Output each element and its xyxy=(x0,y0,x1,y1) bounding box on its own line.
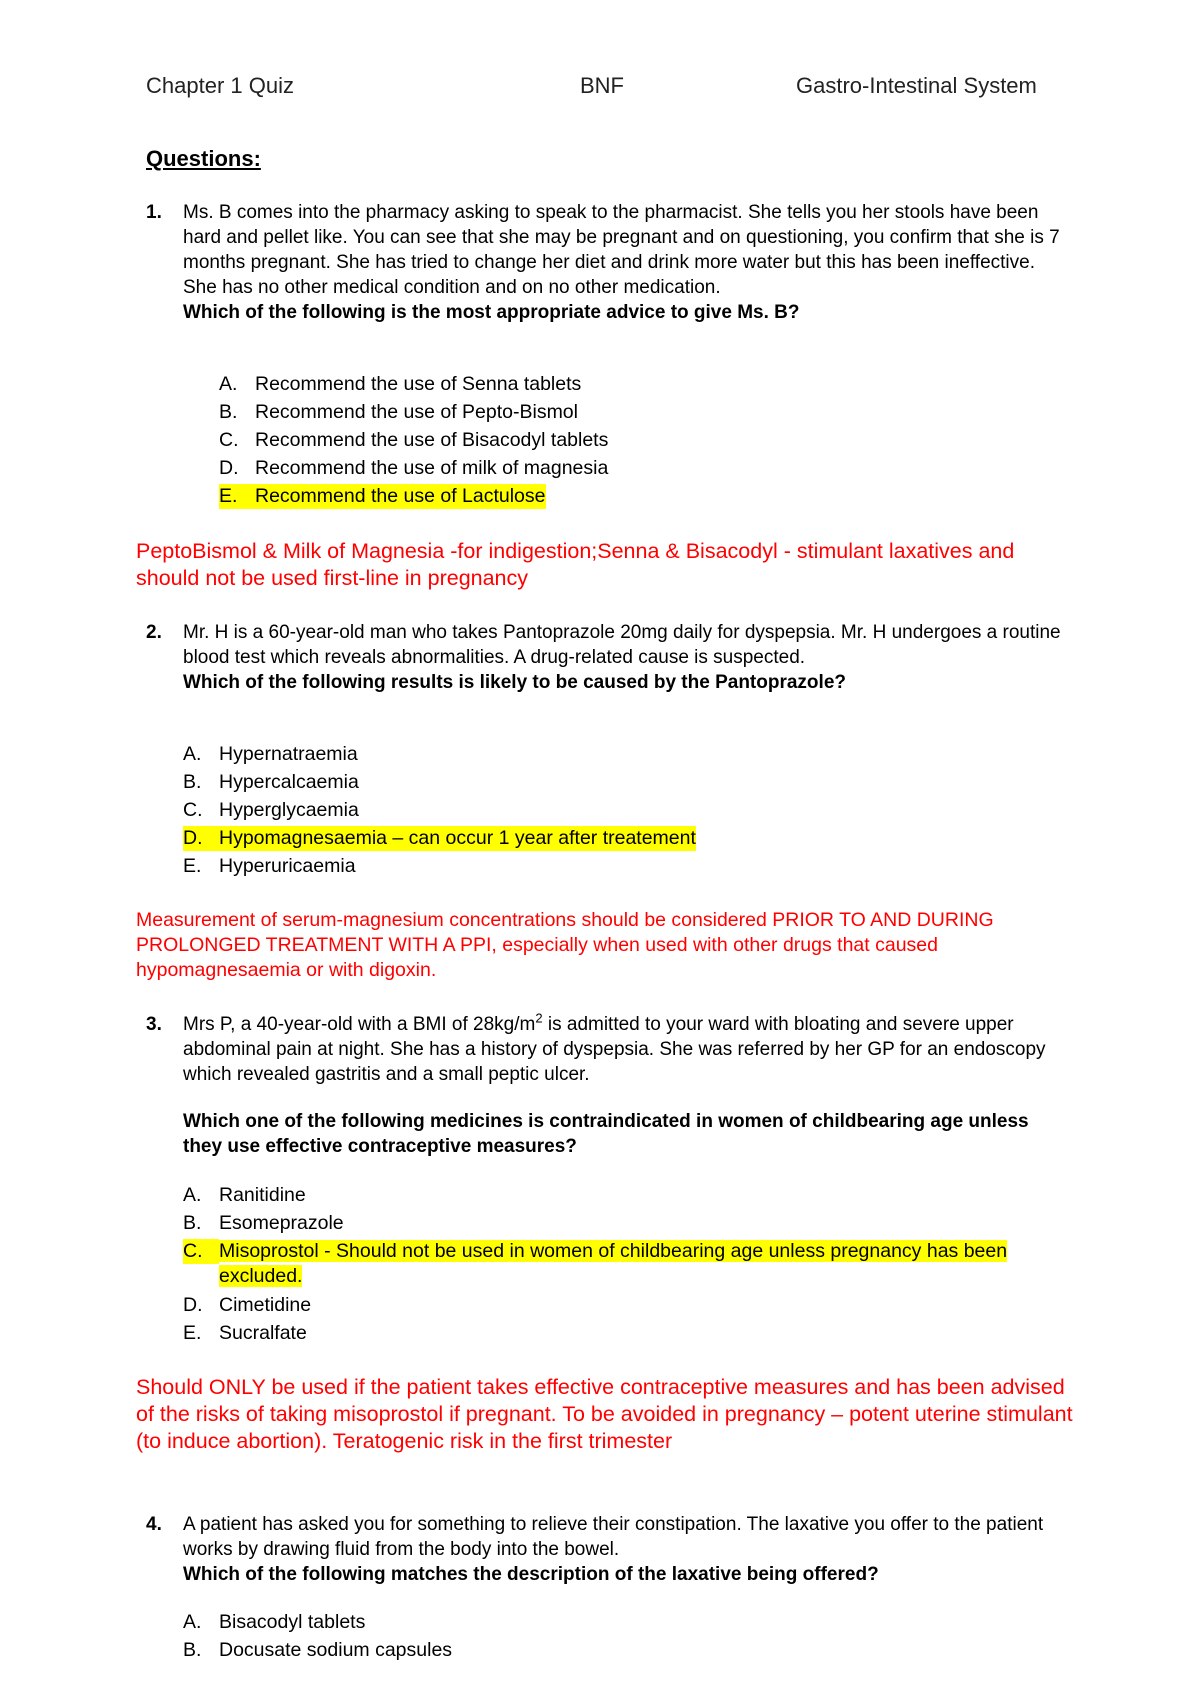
q1-stem-block xyxy=(183,200,1063,325)
q1-stem: Ms. B comes into the pharmacy asking to speak to the pharmacist. She tells you her stools have been hard and pellet like. You can see that she may be pregnant and on questioning, you confirm that she is 7 months pregnant. She has tried to change her diet and drink more water but this has been ineffective. She has no other medical condition and on no other medication. xyxy=(183,202,1060,298)
q1-question: Which of the following is the most appropriate advice to give Ms. B? xyxy=(183,302,800,323)
q4-option-b-text: Docusate sodium capsules xyxy=(219,1639,453,1661)
header-chapter: Chapter 1 Quiz xyxy=(146,73,294,98)
q2-question: Which of the following results is likely to be caused by the Pantoprazole? xyxy=(183,672,846,693)
q3-option-c-correct xyxy=(183,1239,1043,1289)
q3-option-b-letter: B. xyxy=(183,1212,202,1234)
q1-option-b-letter: B. xyxy=(219,401,238,423)
q1-option-c-letter: C. xyxy=(219,429,239,451)
q3-option-c-letter: C. xyxy=(183,1239,219,1264)
q2-option-c-text: Hyperglycaemia xyxy=(219,799,359,821)
q1-option-c-text: Recommend the use of Bisacodyl tablets xyxy=(255,429,609,451)
q4-stem-block xyxy=(183,1512,1063,1587)
q2-option-a-letter: A. xyxy=(183,743,202,765)
q3-stem-superscript: 2 xyxy=(535,1010,543,1026)
header-system: Gastro-Intestinal System xyxy=(796,73,1037,98)
q2-option-e xyxy=(183,854,356,879)
q4-option-b-letter: B. xyxy=(183,1639,202,1661)
q1-option-d-letter: D. xyxy=(219,457,239,479)
q3-option-e-letter: E. xyxy=(183,1322,202,1344)
q2-option-a xyxy=(183,742,358,767)
q3-question: Which one of the following medicines is contraindicated in women of childbearing age unless they use effective contraceptive measures? xyxy=(183,1111,1029,1157)
q3-option-e-text: Sucralfate xyxy=(219,1322,307,1344)
q4-option-a-letter: A. xyxy=(183,1611,202,1633)
q2-option-e-text: Hyperuricaemia xyxy=(219,855,356,877)
q2-stem: Mr. H is a 60-year-old man who takes Pantoprazole 20mg daily for dyspepsia. Mr. H undergoes a routine blood test which reveals abnormalities. A drug-related cause is suspected. xyxy=(183,622,1061,668)
q3-option-b-text: Esomeprazole xyxy=(219,1212,344,1234)
q3-option-c-text-wrap xyxy=(219,1239,1043,1289)
q1-option-a-text: Recommend the use of Senna tablets xyxy=(255,373,582,395)
q3-option-e xyxy=(183,1321,307,1346)
q3-option-a-letter: A. xyxy=(183,1184,202,1206)
q1-option-a xyxy=(219,372,581,397)
q3-stem-part-a: Mrs P, a 40-year-old with a BMI of 28kg/m xyxy=(183,1014,536,1035)
q2-option-d-correct xyxy=(183,826,696,851)
q4-option-a-text: Bisacodyl tablets xyxy=(219,1611,366,1633)
q1-option-b xyxy=(219,400,578,425)
q3-explanation: Should ONLY be used if the patient takes effective contraceptive measures and has been advised of the risks of taking misoprostol if pregnant. To be avoided in pregnancy – potent uterine stimulant (to induce abortion). Teratogenic risk in the first trimester xyxy=(136,1375,1073,1453)
q2-option-a-text: Hypernatraemia xyxy=(219,743,358,765)
header-bnf: BNF xyxy=(580,73,624,98)
q2-option-b xyxy=(183,770,359,795)
q3-option-d xyxy=(183,1293,311,1318)
q3-stem-part-b: is admitted to your ward with bloating and severe upper abdominal pain at night. She has a history of dyspepsia. She was referred by her GP for an endoscopy which revealed gastritis and a small peptic ulcer. xyxy=(183,1014,1046,1085)
q2-number: 2. xyxy=(146,622,162,643)
q2-option-b-letter: B. xyxy=(183,771,202,793)
q4-stem: A patient has asked you for something to relieve their constipation. The laxative you offer to the patient works by drawing fluid from the body into the bowel. xyxy=(183,1514,1044,1560)
q3-option-d-text: Cimetidine xyxy=(219,1294,312,1316)
q2-option-d-letter: D. xyxy=(183,827,203,849)
q2-stem-block xyxy=(183,620,1063,695)
q3-option-a-text: Ranitidine xyxy=(219,1184,306,1206)
q3-stem-block xyxy=(183,1012,1063,1087)
q3-option-b xyxy=(183,1211,344,1236)
q3-question-block xyxy=(183,1109,1063,1159)
q2-option-c-letter: C. xyxy=(183,799,203,821)
q1-option-b-text: Recommend the use of Pepto-Bismol xyxy=(255,401,578,423)
q3-option-a xyxy=(183,1183,306,1208)
q3-option-c-text: Misoprostol - Should not be used in women of childbearing age unless pregnancy has been excluded. xyxy=(219,1240,1008,1287)
q1-option-d-text: Recommend the use of milk of magnesia xyxy=(255,457,609,479)
q3-number: 3. xyxy=(146,1014,162,1035)
section-title: Questions: xyxy=(146,146,261,171)
q1-option-e-letter: E. xyxy=(219,485,238,507)
q3-option-d-letter: D. xyxy=(183,1294,203,1316)
q4-number: 4. xyxy=(146,1514,162,1535)
q4-option-b xyxy=(183,1638,452,1663)
q1-option-c xyxy=(219,428,608,453)
q2-explanation: Measurement of serum-magnesium concentrations should be considered PRIOR TO AND DURING PROLONGED TREATMENT WITH A PPI, especially when used with other drugs that caused hypomagnesaemia or with digoxin. xyxy=(136,909,994,981)
q2-option-d-text: Hypomagnesaemia – can occur 1 year after treatement xyxy=(219,827,696,849)
q2-option-c xyxy=(183,798,359,823)
q1-explanation: PeptoBismol & Milk of Magnesia -for indigestion;Senna & Bisacodyl - stimulant laxatives and should not be used first-line in pregnancy xyxy=(136,539,1015,590)
q4-question: Which of the following matches the description of the laxative being offered? xyxy=(183,1564,879,1585)
q1-option-e-text: Recommend the use of Lactulose xyxy=(255,485,546,507)
q4-option-a xyxy=(183,1610,365,1635)
q1-number: 1. xyxy=(146,202,162,223)
q1-option-d xyxy=(219,456,608,481)
q1-option-a-letter: A. xyxy=(219,373,238,395)
q2-option-b-text: Hypercalcaemia xyxy=(219,771,359,793)
q1-option-e-correct xyxy=(219,484,546,509)
q2-option-e-letter: E. xyxy=(183,855,202,877)
